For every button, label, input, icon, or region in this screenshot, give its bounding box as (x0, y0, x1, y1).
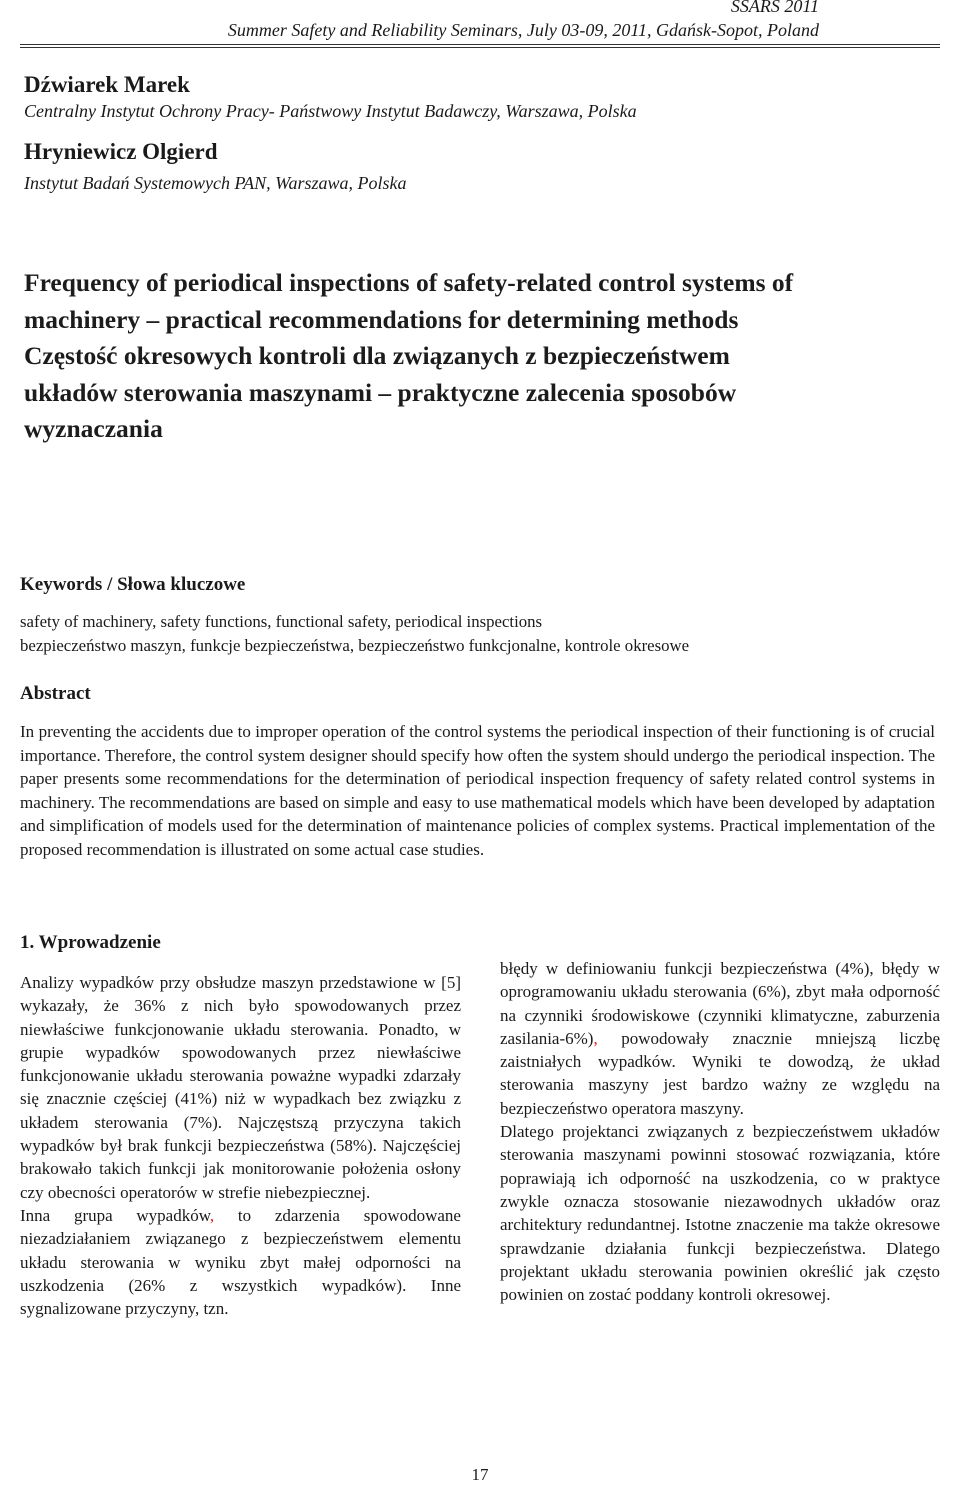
paper-title-line: machinery – practical recommendations for determining methods (24, 304, 739, 334)
keywords-polish: bezpieczeństwo maszyn, funkcje bezpieczeństwa, bezpieczeństwo funkcjonalne, kontrole okresowe (20, 636, 690, 655)
text-run: to zdarzenia spowodowane niezadziałaniem związanego z bezpieczeństwem elementu układu sterowania w wyniku zbyt małej odporności na uszkodzenia (26% z wszystkich wypadków). Inne sygnalizowane przyczyny, tzn. (20, 1205, 461, 1319)
body-paragraph (20, 1204, 461, 1320)
left-column (20, 971, 461, 1320)
abstract-heading: Abstract (20, 683, 91, 704)
body-paragraph: Dlatego projektanci związanych z bezpieczeństwem układów sterowania maszynami powinni stosować rozwiązania, które poprawiają ich odporność na uszkodzenia, co w praktyce zwykle oznacza stosowanie niezawodnych układów oraz architektury redundantnej. Istotne znaczenie ma także okresowe sprawdzanie działania funkcji bezpieczeństwa. Dlatego projektant układu sterowania powinien określić jak często powinien on zostać poddany kontroli okresowej. (500, 1122, 940, 1305)
author-affiliation: Centralny Instytut Ochrony Pracy- Państwowy Instytut Badawczy, Warszawa, Polska (24, 101, 637, 121)
keywords-heading: Keywords / Słowa kluczowe (20, 574, 246, 595)
abstract-text: In preventing the accidents due to improper operation of the control systems the periodical inspection of their functioning is of crucial importance. Therefore, the control system designer should specify how often the system should undergo the periodical inspection. The paper presents some recommendations for the determination of periodical inspection frequency of safety related control systems in machinery. The recommendations are based on simple and easy to use mathematical models which have been developed by adaptation and simplification of models used for the determination of maintenance policies of complex systems. Practical implementation of the proposed recommendation is illustrated on some actual case studies. (20, 722, 935, 859)
running-header-conference-code: SSARS 2011 (730, 0, 819, 16)
highlighted-text: , (209, 1205, 215, 1225)
text-run: Inna grupa wypadków (20, 1205, 210, 1225)
author-name: Dźwiarek Marek (24, 72, 190, 97)
author-name: Hryniewicz Olgierd (24, 139, 218, 164)
page-number: 17 (471, 1465, 489, 1484)
paper-title-line: Częstość okresowych kontroli dla związanych z bezpieczeństwem (24, 341, 730, 371)
highlighted-text: , (593, 1028, 598, 1048)
running-header-conference-name: Summer Safety and Reliability Seminars, July 03-09, 2011, Gdańsk-Sopot, Poland (227, 20, 819, 40)
keywords-english: safety of machinery, safety functions, functional safety, periodical inspections (20, 612, 543, 631)
paper-title (24, 265, 944, 448)
text-run: błędy w definiowaniu funkcji bezpieczeństwa (4%), błędy w oprogramowaniu układu sterowania (6%), zbyt mała odporność na czynniki środowiskowe (czynniki klimatyczne, zaburzenia zasilania-6%) (500, 959, 940, 1048)
section-heading: 1. Wprowadzenie (20, 932, 161, 953)
body-paragraph (500, 957, 940, 1120)
header-rule-top (20, 44, 940, 45)
body-paragraph: Analizy wypadków przy obsłudze maszyn przedstawione w [5] wykazały, że 36% z nich było spowodowanych przez niewłaściwe funkcjonowanie układu sterowania. Ponadto, w grupie wypadków spowodowanych przez niewłaściwe funkcjonowanie układu sterowania poważne wypadki zdarzały się znacznie częściej (41%) niż w wypadkach bez związku z układem sterowania (7%). Najczęstszą przyczyna takich wypadków był brak funkcji bezpieczeństwa (58%). Najczęściej brakowało takich funkcji jak monitorowanie położenia osłony czy obecności operatorów w strefie niebezpiecznej. (20, 973, 461, 1202)
text-run: powodowały znacznie mniejszą liczbę zaistniałych wypadków. Wyniki te dowodzą, że układ sterowania maszyny jest bardzo ważny ze względu na bezpieczeństwo operatora maszyny. (500, 1028, 940, 1118)
right-column (500, 957, 940, 1306)
paper-title-line: wyznaczania (24, 414, 163, 444)
paper-title-line: układów sterowania maszynami – praktyczne zalecenia sposobów (24, 377, 737, 407)
header-rule-bottom (20, 47, 940, 48)
author-affiliation: Instytut Badań Systemowych PAN, Warszawa, Polska (24, 173, 407, 193)
paper-title-line: Frequency of periodical inspections of safety-related control systems of (24, 268, 794, 297)
